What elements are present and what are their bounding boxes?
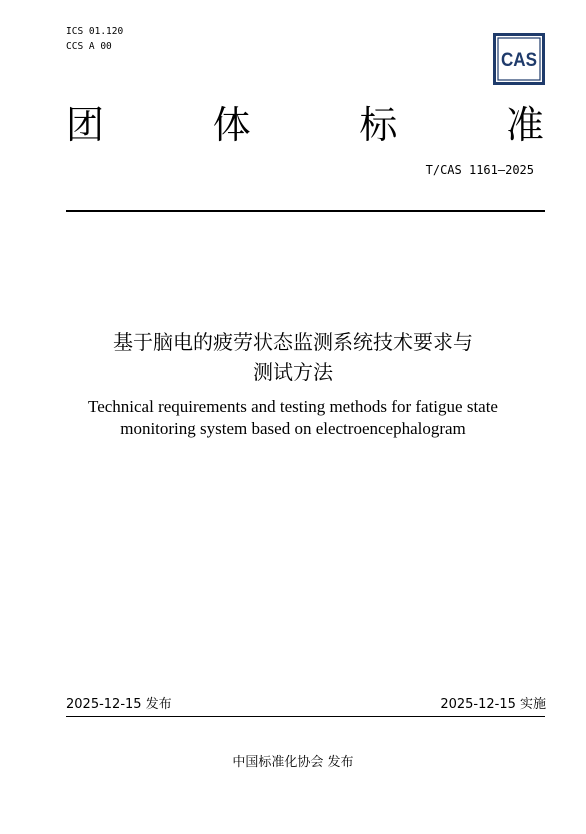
top-divider — [66, 210, 545, 212]
chinese-title-line-1: 基于脑电的疲劳状态监测系统技术要求与 — [113, 330, 473, 354]
implement-date: 2025-12-15 实施 — [440, 697, 546, 712]
title-char-2: 体 — [212, 103, 251, 147]
english-title-line-1: Technical requirements and testing methods for fatigue state — [88, 397, 498, 416]
publisher: 中国标准化协会 发布 — [232, 755, 354, 770]
chinese-title-line-2: 测试方法 — [253, 360, 333, 384]
ics-code: ICS 01.120 — [66, 26, 124, 37]
title-char-4: 准 — [505, 103, 544, 147]
standard-number: T/CAS 1161—2025 — [425, 163, 534, 177]
svg-text:CAS: CAS — [501, 50, 537, 71]
document-type-title — [66, 100, 544, 150]
title-char-1: 团 — [66, 103, 105, 147]
publish-date: 2025-12-15 发布 — [66, 697, 172, 712]
title-char-3: 标 — [359, 103, 398, 147]
cas-logo-icon — [493, 33, 545, 85]
ccs-code: CCS A 00 — [66, 41, 112, 52]
english-title-line-2: monitoring system based on electroencephalogram — [120, 419, 466, 438]
bottom-divider — [66, 716, 545, 717]
